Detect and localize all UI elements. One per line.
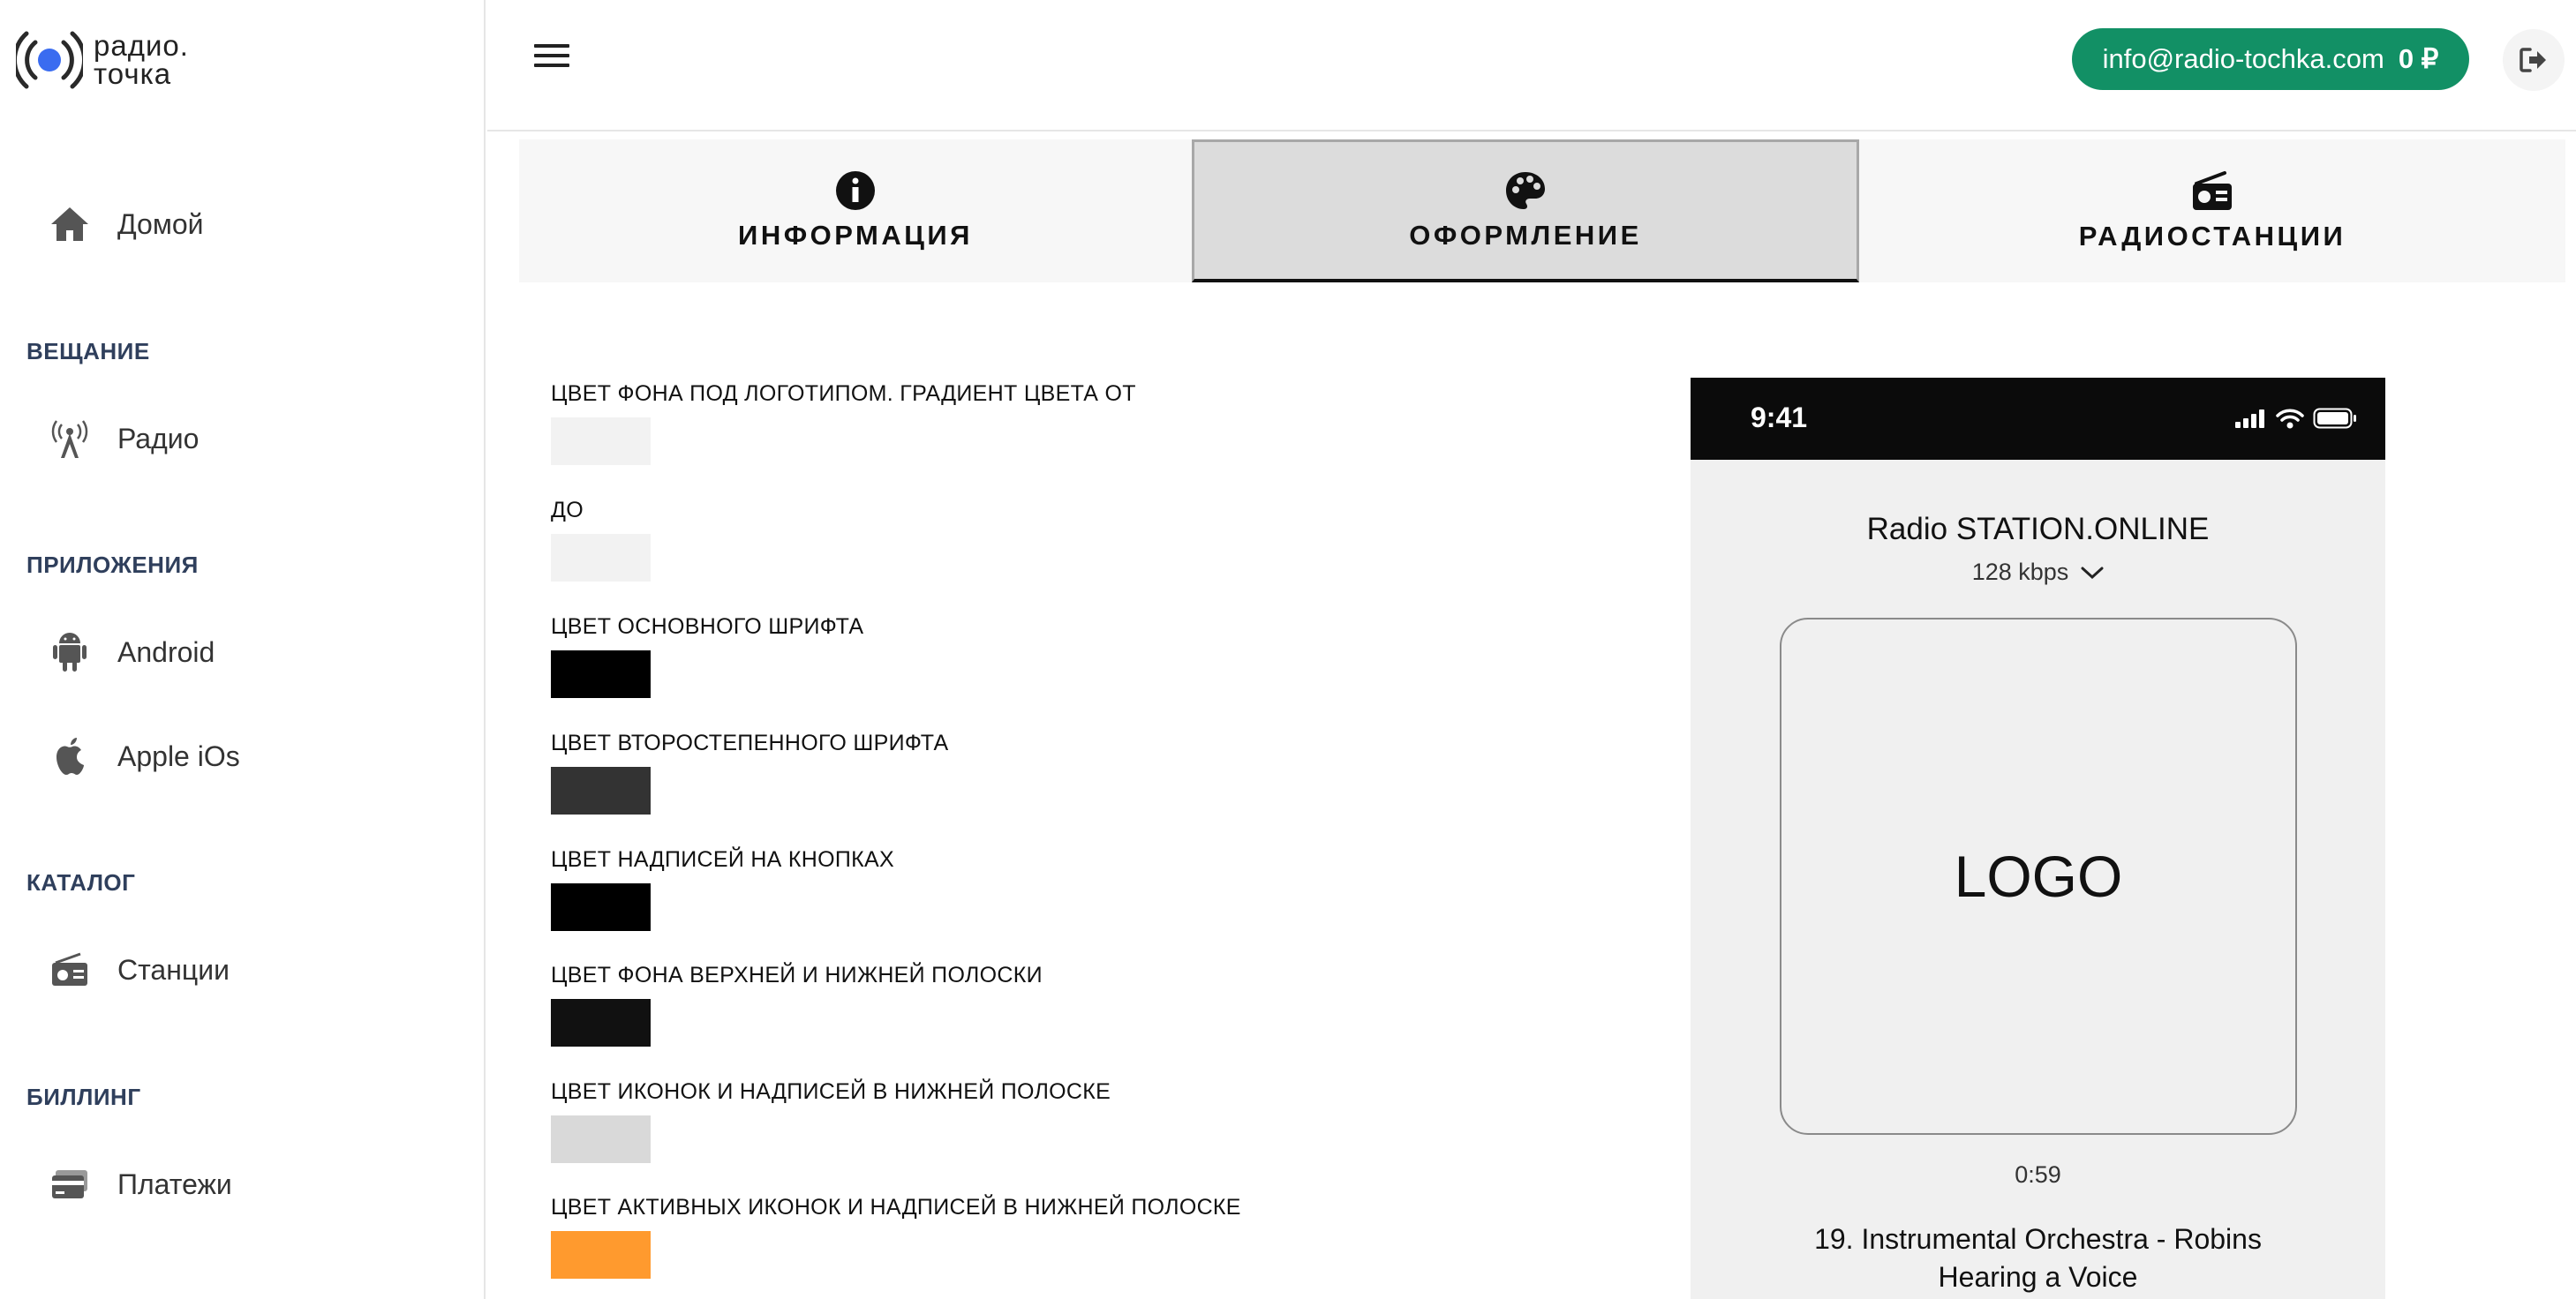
sidebar-item-label: Радио — [117, 422, 200, 454]
phone-preview — [1691, 378, 2385, 1299]
tab-information[interactable] — [519, 139, 1192, 282]
color-swatch[interactable] — [551, 1231, 651, 1279]
chevron-down-icon — [2081, 566, 2104, 580]
top-header — [487, 0, 2576, 131]
setting-label: ЦВЕТ ВТОРОСТЕПЕННОГО ШРИФТА — [551, 731, 949, 755]
sidebar — [0, 0, 486, 1299]
apple-icon — [49, 735, 91, 777]
account-balance: 0 ₽ — [2398, 43, 2439, 74]
sidebar-item-label: Платежи — [117, 1168, 232, 1200]
status-time: 9:41 — [1751, 402, 1808, 433]
setting-bg-gradient-from — [551, 381, 1136, 465]
tab-bar — [519, 139, 2565, 282]
station-title: Radio STATION.ONLINE — [1866, 512, 2210, 546]
setting-active-icon-color — [551, 1195, 1241, 1279]
tab-design[interactable] — [1192, 139, 1859, 282]
setting-primary-font-color — [551, 614, 863, 698]
android-icon — [49, 631, 91, 673]
section-title-billing: БИЛЛИНГ — [26, 1084, 141, 1110]
sidebar-item-home[interactable] — [49, 203, 204, 245]
section-title-broadcast: ВЕЩАНИЕ — [26, 338, 150, 364]
setting-label: ЦВЕТ ФОНА ПОД ЛОГОТИПОМ. ГРАДИЕНТ ЦВЕТА ОТ — [551, 381, 1136, 406]
track-title-line2: Hearing a Voice — [1938, 1261, 2138, 1293]
track-title — [1691, 1220, 2385, 1296]
palette-icon — [1504, 170, 1547, 211]
setting-secondary-font-color — [551, 731, 949, 815]
tab-label: ОФОРМЛЕНИЕ — [1409, 219, 1642, 251]
setting-label: ЦВЕТ ОСНОВНОГО ШРИФТА — [551, 614, 864, 639]
setting-label: ЦВЕТ ИКОНОК И НАДПИСЕЙ В НИЖНЕЙ ПОЛОСКЕ — [551, 1079, 1111, 1104]
status-icons — [2235, 408, 2357, 429]
brand-line1: радио. — [94, 29, 189, 62]
setting-bar-bg-color — [551, 963, 1043, 1047]
color-swatch[interactable] — [551, 650, 651, 698]
brand-name — [94, 29, 189, 90]
sidebar-item-ios[interactable] — [49, 735, 240, 777]
elapsed-time: 0:59 — [2015, 1161, 2061, 1188]
setting-label: ЦВЕТ АКТИВНЫХ ИКОНОК И НАДПИСЕЙ В НИЖНЕЙ ПОЛОСКЕ — [551, 1195, 1241, 1220]
color-swatch[interactable] — [551, 999, 651, 1047]
phone-status-bar — [1691, 378, 2385, 460]
broadcast-logo-icon — [16, 26, 83, 94]
tab-label: РАДИОСТАНЦИИ — [2078, 221, 2346, 252]
brand-logo[interactable] — [16, 26, 189, 94]
logout-button[interactable] — [2503, 29, 2565, 91]
color-swatch[interactable] — [551, 767, 651, 815]
section-title-catalog: КАТАЛОГ — [26, 869, 136, 896]
setting-button-text-color — [551, 847, 894, 931]
tab-radio-stations[interactable] — [1859, 139, 2565, 282]
info-icon — [835, 170, 876, 211]
sidebar-item-label: Станции — [117, 953, 230, 986]
track-title-line1: 19. Instrumental Orchestra - Robins — [1814, 1223, 2262, 1255]
color-swatch[interactable] — [551, 534, 651, 582]
sidebar-item-payments[interactable] — [49, 1163, 232, 1205]
logout-icon — [2519, 47, 2549, 73]
account-email: info@radio-tochka.com — [2102, 43, 2384, 74]
sidebar-item-stations[interactable] — [49, 949, 230, 991]
sidebar-item-label: Домой — [117, 207, 204, 240]
bitrate-label: 128 kbps — [1971, 559, 2069, 585]
battery-icon — [2313, 408, 2357, 429]
sidebar-item-label: Android — [117, 635, 215, 668]
setting-label: ЦВЕТ ФОНА ВЕРХНЕЙ И НИЖНЕЙ ПОЛОСКИ — [551, 963, 1043, 987]
tab-label: ИНФОРМАЦИЯ — [738, 220, 973, 251]
credit-card-icon — [49, 1163, 91, 1205]
setting-bg-gradient-to — [551, 498, 651, 582]
setting-label: ДО — [551, 498, 584, 522]
radio-icon — [49, 949, 91, 991]
sidebar-item-android[interactable] — [49, 631, 215, 673]
antenna-icon — [49, 417, 91, 460]
radio-icon — [2191, 169, 2233, 212]
sidebar-item-label: Apple iOs — [117, 740, 240, 772]
setting-label: ЦВЕТ НАДПИСЕЙ НА КНОПКАХ — [551, 847, 894, 872]
section-title-apps: ПРИЛОЖЕНИЯ — [26, 552, 199, 578]
sidebar-item-radio[interactable] — [49, 417, 199, 460]
color-swatch[interactable] — [551, 417, 651, 465]
station-logo-placeholder — [1780, 618, 2297, 1135]
wifi-icon — [2276, 408, 2304, 429]
bitrate-selector[interactable] — [1691, 559, 2385, 586]
color-swatch[interactable] — [551, 883, 651, 931]
logo-placeholder-text: LOGO — [1954, 844, 2123, 909]
color-swatch[interactable] — [551, 1115, 651, 1163]
account-pill[interactable] — [2072, 28, 2469, 90]
menu-icon[interactable] — [534, 44, 569, 76]
setting-bottom-bar-icon-color — [551, 1079, 1111, 1163]
brand-line2: точка — [94, 57, 172, 90]
home-icon — [49, 203, 91, 245]
signal-icon — [2235, 409, 2267, 428]
